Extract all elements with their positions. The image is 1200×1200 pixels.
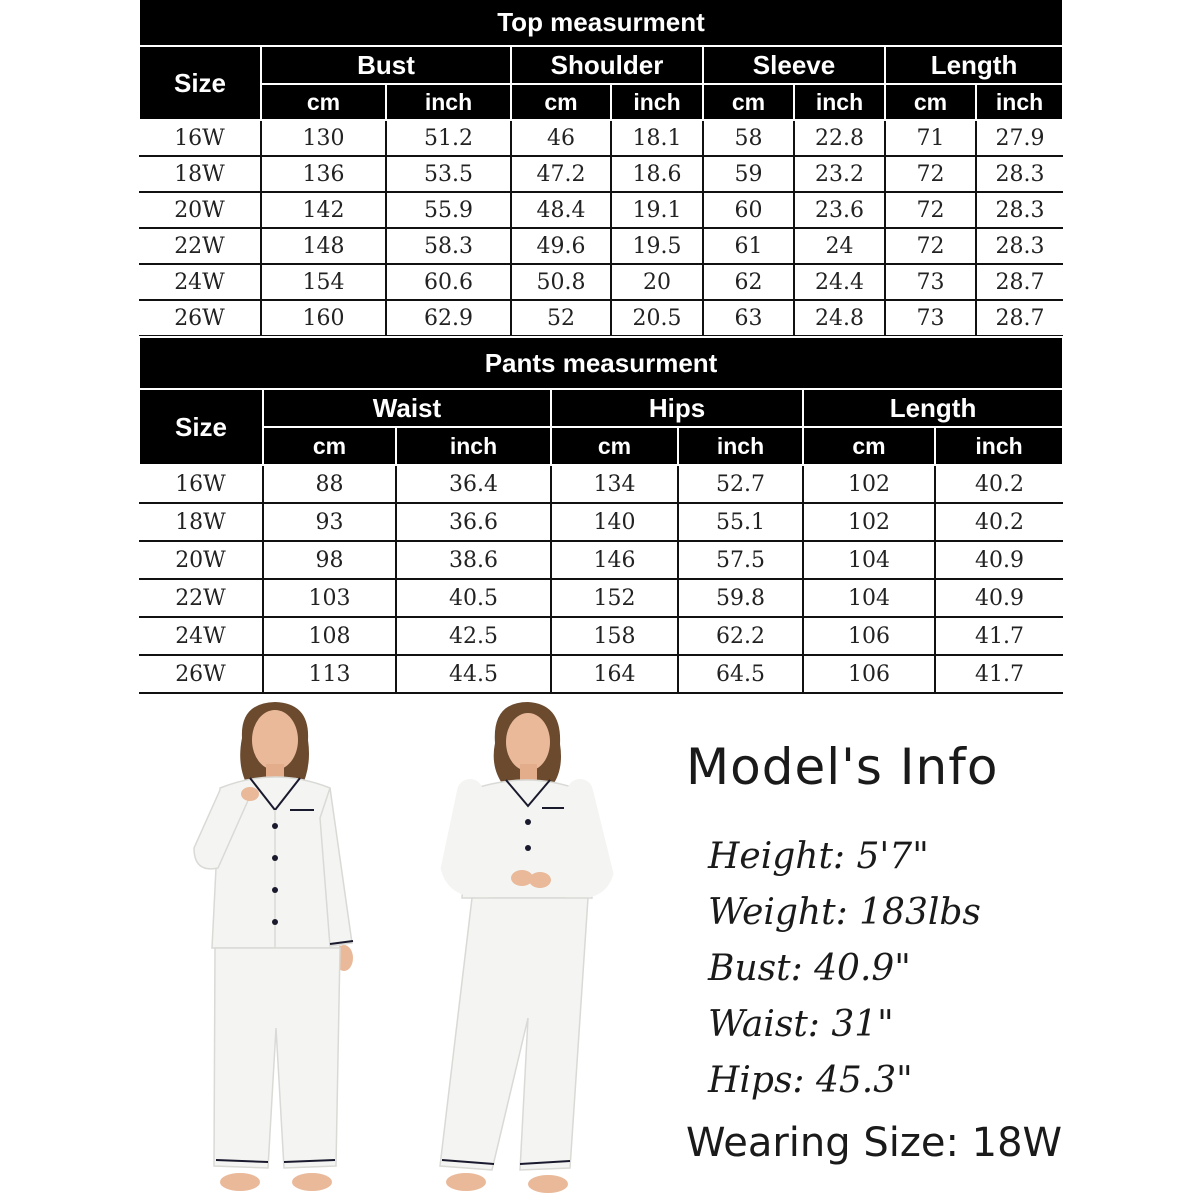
table-cell: 59.8 [678,579,803,617]
table-row [139,617,1063,655]
size-header: Size [139,389,263,465]
table-row [139,465,1063,503]
table-cell: 64.5 [678,655,803,693]
unit-header: cm [551,427,678,465]
pants-table-title: Pants measurment [139,337,1063,389]
size-cell: 16W [139,465,263,503]
table-cell: 158 [551,617,678,655]
table-cell: 48.4 [511,192,611,228]
table-row [139,579,1063,617]
model-hips: Hips: 45.3" [708,1060,913,1101]
table-row [139,156,1063,192]
size-cell: 18W [139,503,263,541]
size-cell: 24W [139,617,263,655]
table-cell: 73 [885,264,976,300]
table-cell: 57.5 [678,541,803,579]
table-cell: 28.3 [976,228,1063,264]
size-cell: 18W [139,156,261,192]
table-cell: 23.2 [794,156,885,192]
table-cell: 47.2 [511,156,611,192]
table-cell: 62.2 [678,617,803,655]
table-cell: 102 [803,465,935,503]
table-cell: 41.7 [935,617,1063,655]
group-header-hips: Hips [551,389,803,427]
table-cell: 40.9 [935,579,1063,617]
table-cell: 41.7 [935,655,1063,693]
table-cell: 72 [885,192,976,228]
table-cell: 27.9 [976,120,1063,156]
table-cell: 38.6 [396,541,551,579]
table-row [139,541,1063,579]
table-cell: 146 [551,541,678,579]
table-cell: 20.5 [611,300,703,336]
table-cell: 51.2 [386,120,511,156]
size-cell: 26W [139,300,261,336]
table-cell: 58.3 [386,228,511,264]
table-cell: 113 [263,655,396,693]
table-cell: 134 [551,465,678,503]
table-cell: 61 [703,228,794,264]
unit-header: cm [511,84,611,120]
group-header-bust: Bust [261,46,511,84]
size-header: Size [139,46,261,120]
top-measurement-table [138,0,1064,337]
table-cell: 44.5 [396,655,551,693]
table-cell: 24.4 [794,264,885,300]
top-table-title: Top measurment [139,0,1063,46]
size-cell: 16W [139,120,261,156]
size-cell: 26W [139,655,263,693]
table-cell: 59 [703,156,794,192]
model-info-title: Model's Info [686,738,999,796]
table-cell: 40.2 [935,503,1063,541]
table-cell: 24 [794,228,885,264]
unit-header: cm [885,84,976,120]
table-cell: 50.8 [511,264,611,300]
table-cell: 108 [263,617,396,655]
table-row [139,228,1063,264]
unit-header: inch [935,427,1063,465]
model-side-image [410,698,630,1198]
table-row [139,192,1063,228]
group-header-waist: Waist [263,389,551,427]
table-cell: 20 [611,264,703,300]
model-wearing-size: Wearing Size: 18W [686,1120,1063,1166]
table-cell: 60 [703,192,794,228]
table-cell: 22.8 [794,120,885,156]
table-cell: 58 [703,120,794,156]
pants-measurement-table [138,336,1064,694]
table-cell: 42.5 [396,617,551,655]
table-cell: 24.8 [794,300,885,336]
table-cell: 106 [803,655,935,693]
table-cell: 23.6 [794,192,885,228]
table-cell: 140 [551,503,678,541]
size-cell: 22W [139,579,263,617]
top-table-body [139,120,1063,336]
unit-header: inch [386,84,511,120]
table-cell: 55.9 [386,192,511,228]
table-cell: 19.5 [611,228,703,264]
table-cell: 93 [263,503,396,541]
group-header-length: Length [885,46,1063,84]
table-cell: 28.7 [976,264,1063,300]
table-cell: 53.5 [386,156,511,192]
table-cell: 18.1 [611,120,703,156]
unit-header: cm [263,427,396,465]
size-cell: 20W [139,192,261,228]
unit-header: cm [261,84,386,120]
table-cell: 40.5 [396,579,551,617]
table-cell: 148 [261,228,386,264]
table-cell: 52 [511,300,611,336]
table-row [139,264,1063,300]
model-waist: Waist: 31" [708,1004,894,1045]
table-cell: 142 [261,192,386,228]
model-height: Height: 5'7" [708,836,929,877]
table-cell: 63 [703,300,794,336]
table-cell: 152 [551,579,678,617]
table-cell: 72 [885,228,976,264]
table-cell: 106 [803,617,935,655]
table-cell: 72 [885,156,976,192]
group-header-sleeve: Sleeve [703,46,885,84]
table-row [139,120,1063,156]
size-cell: 24W [139,264,261,300]
unit-header: inch [976,84,1063,120]
table-row [139,655,1063,693]
table-cell: 98 [263,541,396,579]
group-header-shoulder: Shoulder [511,46,703,84]
group-header-length: Length [803,389,1063,427]
table-cell: 28.3 [976,192,1063,228]
unit-header: inch [611,84,703,120]
table-cell: 130 [261,120,386,156]
model-weight: Weight: 183lbs [708,892,981,933]
table-cell: 73 [885,300,976,336]
unit-header: inch [794,84,885,120]
model-bust: Bust: 40.9" [708,948,911,989]
table-cell: 88 [263,465,396,503]
table-cell: 104 [803,579,935,617]
table-cell: 40.9 [935,541,1063,579]
table-cell: 40.2 [935,465,1063,503]
table-cell: 160 [261,300,386,336]
table-cell: 49.6 [511,228,611,264]
unit-header: cm [703,84,794,120]
size-cell: 22W [139,228,261,264]
unit-header: inch [396,427,551,465]
table-cell: 52.7 [678,465,803,503]
table-cell: 36.6 [396,503,551,541]
table-cell: 60.6 [386,264,511,300]
table-cell: 104 [803,541,935,579]
pants-table-body [139,465,1063,693]
unit-header: inch [678,427,803,465]
table-cell: 136 [261,156,386,192]
unit-header: cm [803,427,935,465]
table-row [139,300,1063,336]
table-cell: 62.9 [386,300,511,336]
table-cell: 71 [885,120,976,156]
table-cell: 46 [511,120,611,156]
table-cell: 62 [703,264,794,300]
table-cell: 55.1 [678,503,803,541]
table-cell: 28.7 [976,300,1063,336]
size-cell: 20W [139,541,263,579]
table-cell: 154 [261,264,386,300]
table-cell: 28.3 [976,156,1063,192]
table-cell: 103 [263,579,396,617]
table-cell: 102 [803,503,935,541]
table-cell: 36.4 [396,465,551,503]
model-front-image [180,698,380,1198]
table-cell: 19.1 [611,192,703,228]
table-row [139,503,1063,541]
table-cell: 164 [551,655,678,693]
table-cell: 18.6 [611,156,703,192]
